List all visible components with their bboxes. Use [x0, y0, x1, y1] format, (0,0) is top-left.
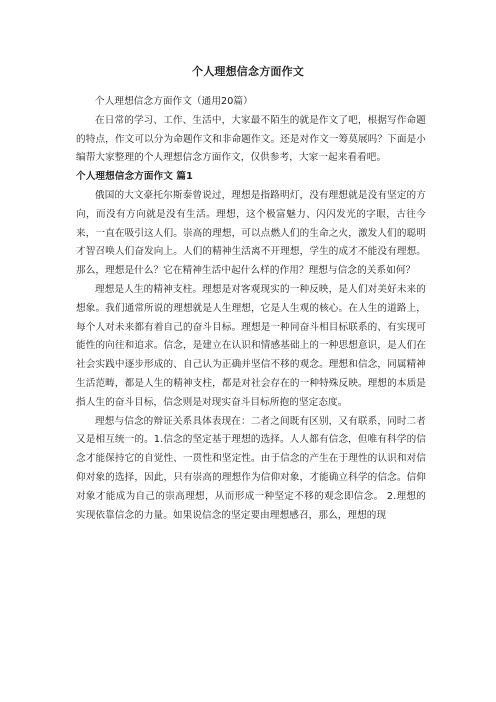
document-title: 个人理想信念方面作文: [192, 65, 304, 78]
document-subtitle: 个人理想信念方面作文（通用20篇）: [95, 96, 253, 107]
body-paragraph-1: 俄国的大文豪托尔斯泰曾说过，理想是指路明灯，没有理想就是没有坚定的方向，而没有方向就是没有生活。理想，这个极富魅力、闪闪发光的字眼，古往今来，一直在吸引这人们。崇高的理想，可以点燃人们的生命之火，激发人们的聪明才智召唤人们奋发向上。人们的精神生活离不开理想，学生的成才不能没有理想。那么，理想是什么？它在精神生活中起什么样的作用？理想与信念的关系如何？: [76, 189, 426, 277]
section-heading: 个人理想信念方面作文 篇1: [76, 171, 193, 183]
document-body: [76, 93, 426, 525]
body-paragraph-3: 理想与信念的辩证关系具体表现在：二者之间既有区别，又有联系，同时二者又是相互统一的。1.信念的坚定基于理想的选择。人人都有信念，但唯有科学的信念才能保持它的自觉性、一贯性和坚定性。由于信念的产生在于理性的认识和对信仰对象的选择，因此，只有崇高的理想作为信仰对象，才能确立科学的信念。信仰对象才能成为自己的崇高理想，从而形成一种坚定不移的观念即信念。 2.理想的实现依靠信念的力量。如果说信念的坚定要由理想感召，那么，理想的现: [76, 415, 426, 521]
body-paragraph-2: 理想是人生的精神支柱。理想是对客观现实的一种反映，是人们对美好未来的想象。我们通常所说的理想就是人生理想，它是人生观的核心。在人生的道路上，每个人对未来都有着自己的奋斗目标。理想是一种同奋斗相目标联系的、有实现可能性的向往和追求。信念，是建立在认识和情感基础上的一种思想意识，是人们在社会实践中逐步形成的、自己认为正确并坚信不移的观念。理想和信念，同属精神生活范畴，都是人生的精神支柱，都是对社会存在的一种特殊反映。理想的本质是指人生的奋斗目标，信念则是对现实奋斗目标所抱的坚定态度。: [76, 283, 426, 408]
intro-paragraph: 在日常的学习、工作、生活中，大家最不陌生的就是作文了吧，根据写作命题的特点，作文可以分为命题作文和非命题作文。还是对作文一筹莫展吗？下面是小编帮大家整理的个人理想信念方面作文，仅供参考，大家一起来看看吧。: [76, 114, 426, 164]
